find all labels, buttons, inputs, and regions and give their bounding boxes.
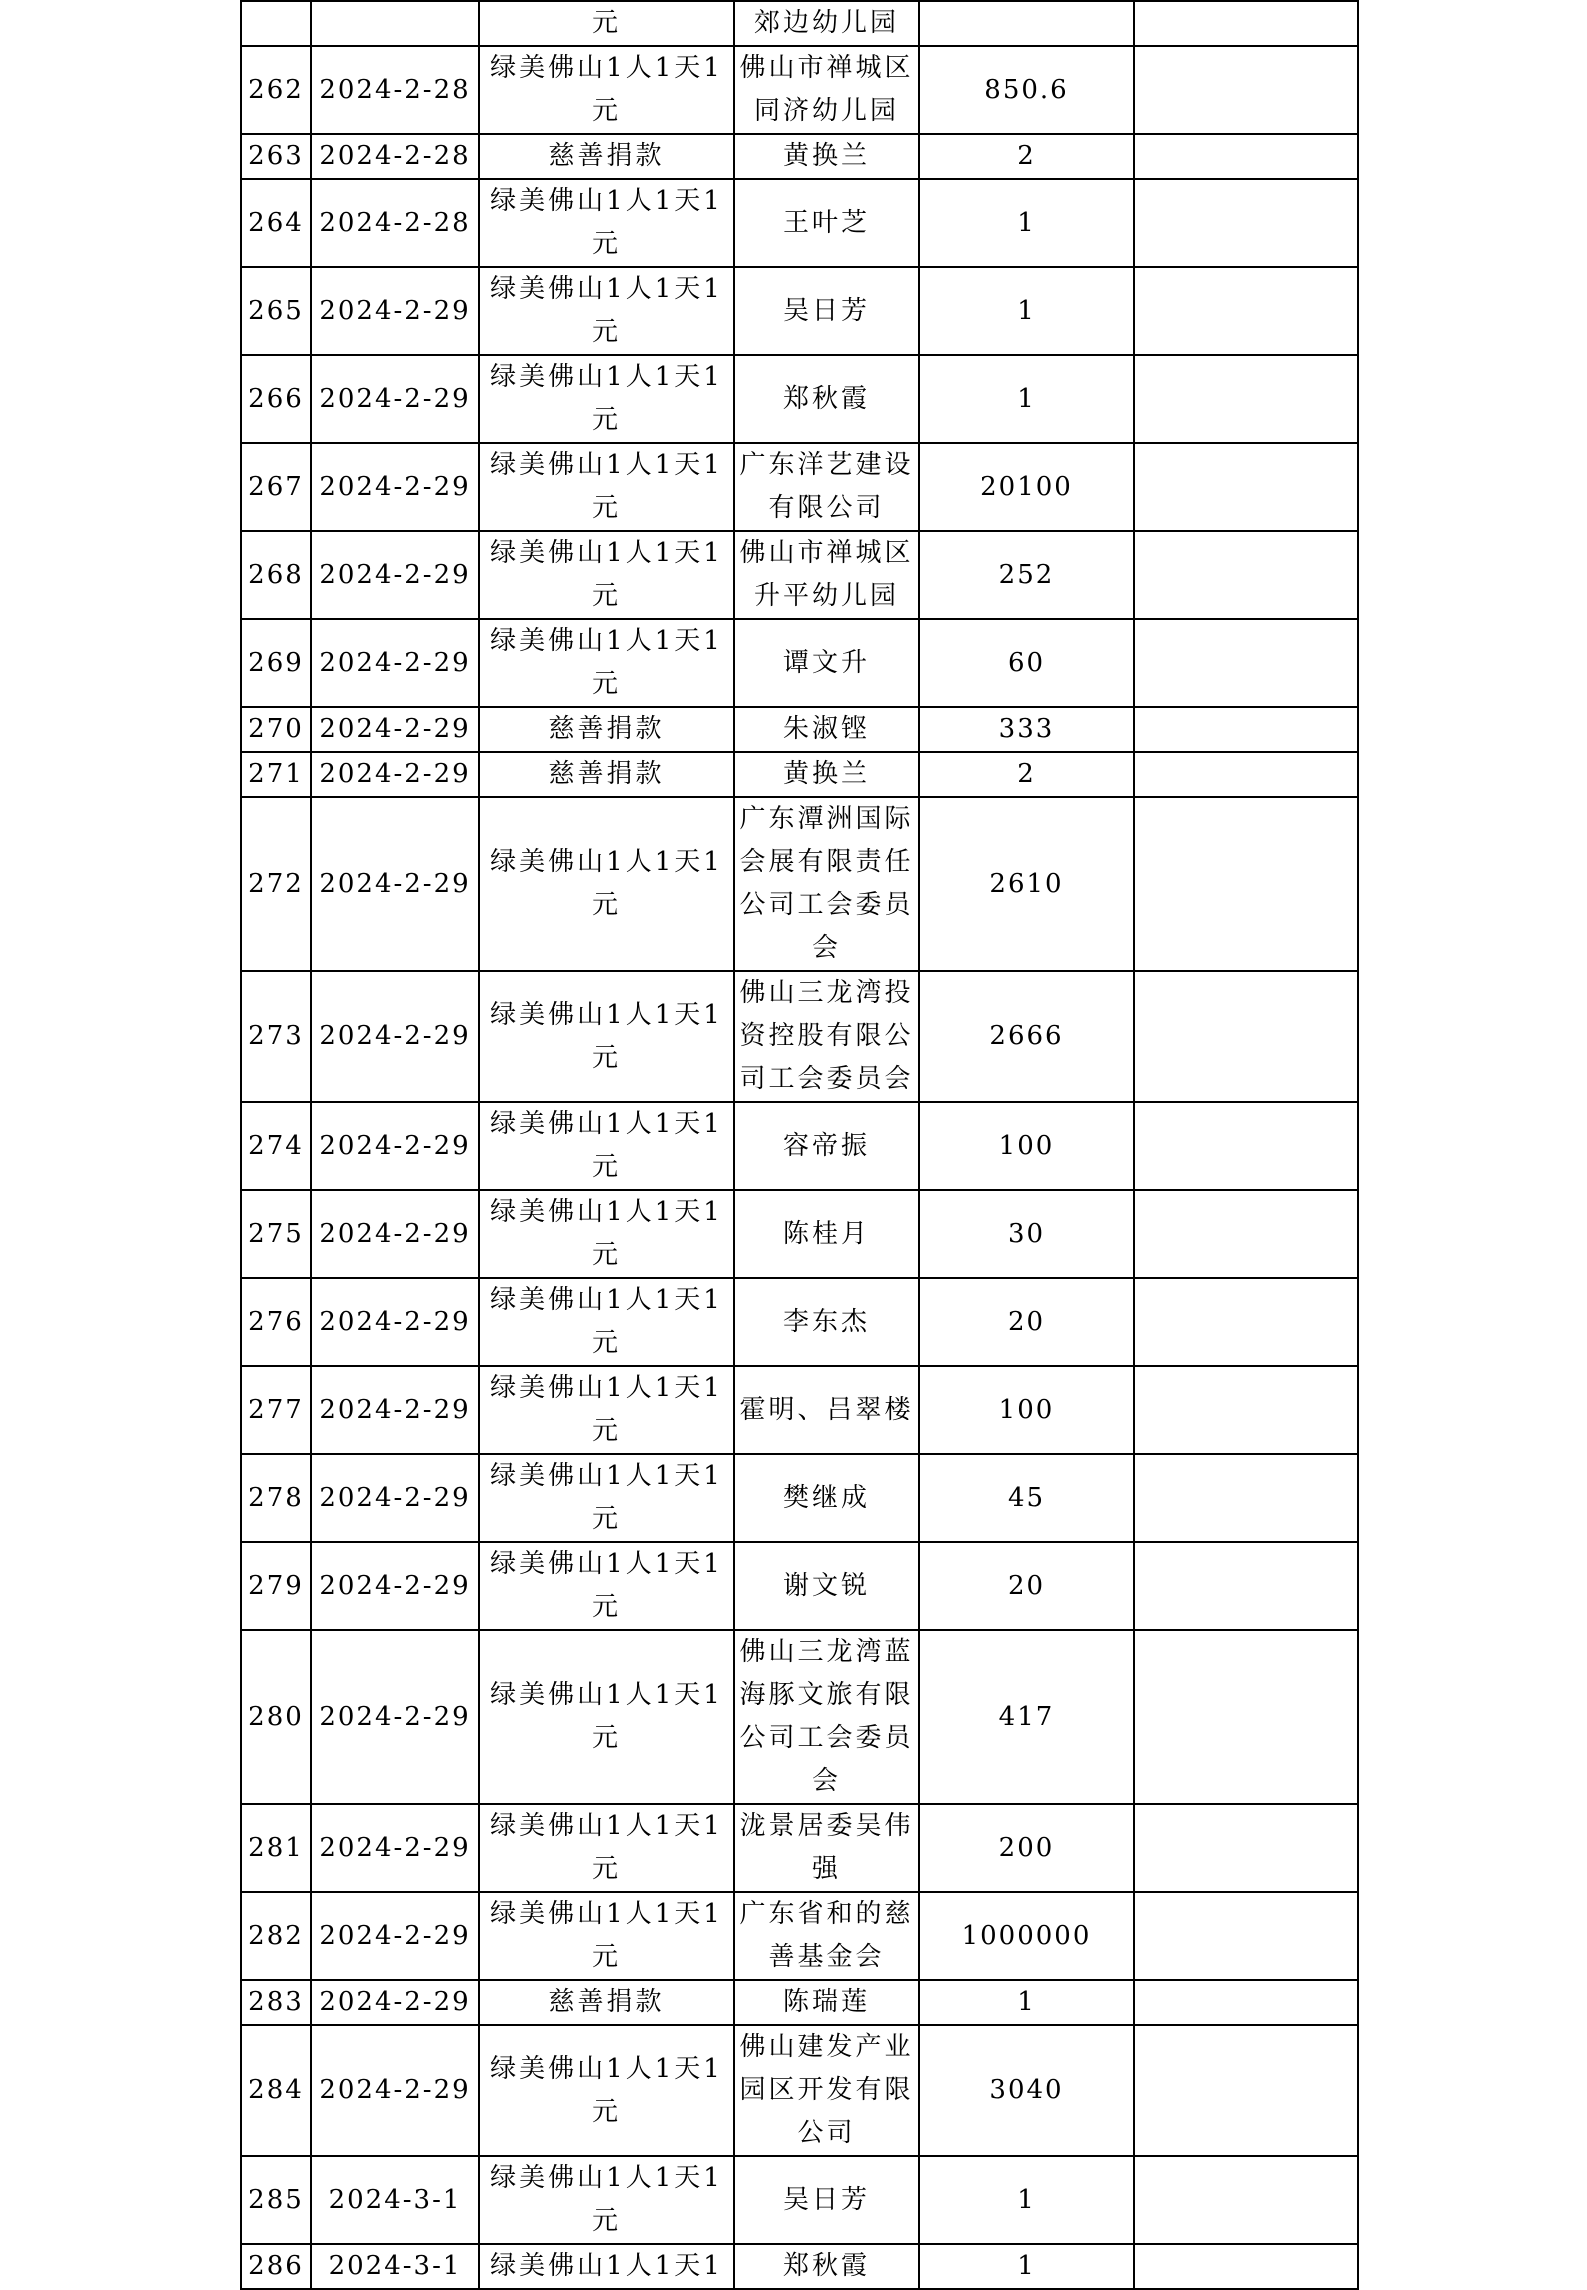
cell-donor: 吴日芳 xyxy=(734,2156,919,2244)
table-row xyxy=(241,619,1358,707)
cell-date: 2024-2-29 xyxy=(311,1630,479,1804)
cell-project: 绿美佛山1人1天1元 xyxy=(479,1630,734,1804)
cell-no: 278 xyxy=(241,1454,311,1542)
cell-donor: 谭文升 xyxy=(734,619,919,707)
cell-donor: 佛山三龙湾投资控股有限公司工会委员会 xyxy=(734,971,919,1102)
cell-no: 264 xyxy=(241,179,311,267)
table-row xyxy=(241,1366,1358,1454)
cell-date: 2024-2-29 xyxy=(311,971,479,1102)
cell-amount: 1 xyxy=(919,1980,1134,2025)
cell-date: 2024-2-29 xyxy=(311,1892,479,1980)
cell-donor: 郊边幼儿园 xyxy=(734,1,919,46)
table-row xyxy=(241,1892,1358,1980)
cell-date: 2024-2-29 xyxy=(311,1102,479,1190)
cell-project: 慈善捐款 xyxy=(479,707,734,752)
cell-donor: 黄换兰 xyxy=(734,752,919,797)
cell-no: 266 xyxy=(241,355,311,443)
cell-project: 绿美佛山1人1天1元 xyxy=(479,531,734,619)
cell-note xyxy=(1134,2244,1358,2289)
cell-note xyxy=(1134,1,1358,46)
cell-project: 绿美佛山1人1天1元 xyxy=(479,1366,734,1454)
cell-no: 262 xyxy=(241,46,311,134)
cell-no: 277 xyxy=(241,1366,311,1454)
cell-note xyxy=(1134,1454,1358,1542)
table-row xyxy=(241,707,1358,752)
cell-no xyxy=(241,1,311,46)
cell-donor: 王叶芝 xyxy=(734,179,919,267)
cell-no: 275 xyxy=(241,1190,311,1278)
cell-date: 2024-2-29 xyxy=(311,707,479,752)
cell-amount: 3040 xyxy=(919,2025,1134,2156)
cell-date: 2024-2-29 xyxy=(311,797,479,971)
cell-no: 284 xyxy=(241,2025,311,2156)
cell-date: 2024-2-28 xyxy=(311,134,479,179)
cell-amount: 2610 xyxy=(919,797,1134,971)
cell-donor: 广东潭洲国际会展有限责任公司工会委员会 xyxy=(734,797,919,971)
cell-donor: 郑秋霞 xyxy=(734,355,919,443)
cell-project: 绿美佛山1人1天1元 xyxy=(479,1102,734,1190)
cell-project: 绿美佛山1人1天1元 xyxy=(479,619,734,707)
cell-date: 2024-2-29 xyxy=(311,443,479,531)
cell-no: 270 xyxy=(241,707,311,752)
table-row xyxy=(241,267,1358,355)
cell-no: 271 xyxy=(241,752,311,797)
cell-donor: 朱淑铿 xyxy=(734,707,919,752)
donation-table xyxy=(240,0,1359,2290)
cell-amount: 30 xyxy=(919,1190,1134,1278)
cell-amount xyxy=(919,1,1134,46)
cell-note xyxy=(1134,1630,1358,1804)
cell-no: 276 xyxy=(241,1278,311,1366)
cell-date xyxy=(311,1,479,46)
cell-note xyxy=(1134,1366,1358,1454)
table-row xyxy=(241,1,1358,46)
cell-donor: 霍明、吕翠楼 xyxy=(734,1366,919,1454)
cell-amount: 1000000 xyxy=(919,1892,1134,1980)
table-row xyxy=(241,1102,1358,1190)
cell-amount: 200 xyxy=(919,1804,1134,1892)
table-row xyxy=(241,797,1358,971)
cell-project: 慈善捐款 xyxy=(479,1980,734,2025)
cell-amount: 1 xyxy=(919,2244,1134,2289)
donation-table-body xyxy=(241,1,1358,2289)
cell-donor: 广东洋艺建设有限公司 xyxy=(734,443,919,531)
cell-date: 2024-2-29 xyxy=(311,267,479,355)
cell-note xyxy=(1134,46,1358,134)
cell-donor: 佛山市禅城区升平幼儿园 xyxy=(734,531,919,619)
cell-amount: 2 xyxy=(919,134,1134,179)
cell-project: 绿美佛山1人1天1元 xyxy=(479,1542,734,1630)
cell-date: 2024-2-29 xyxy=(311,355,479,443)
cell-amount: 252 xyxy=(919,531,1134,619)
cell-note xyxy=(1134,707,1358,752)
cell-note xyxy=(1134,134,1358,179)
cell-amount: 20 xyxy=(919,1542,1134,1630)
cell-note xyxy=(1134,531,1358,619)
cell-note xyxy=(1134,1892,1358,1980)
cell-date: 2024-2-29 xyxy=(311,1542,479,1630)
table-row xyxy=(241,531,1358,619)
cell-date: 2024-2-29 xyxy=(311,1278,479,1366)
table-row xyxy=(241,1804,1358,1892)
cell-donor: 佛山三龙湾蓝海豚文旅有限公司工会委员会 xyxy=(734,1630,919,1804)
cell-project: 绿美佛山1人1天1元 xyxy=(479,1454,734,1542)
cell-donor: 吴日芳 xyxy=(734,267,919,355)
cell-project: 绿美佛山1人1天1元 xyxy=(479,1892,734,1980)
cell-amount: 1 xyxy=(919,355,1134,443)
cell-project: 绿美佛山1人1天1元 xyxy=(479,1804,734,1892)
cell-note xyxy=(1134,971,1358,1102)
cell-project: 绿美佛山1人1天1元 xyxy=(479,443,734,531)
table-row xyxy=(241,443,1358,531)
cell-project: 绿美佛山1人1天1元 xyxy=(479,797,734,971)
cell-no: 269 xyxy=(241,619,311,707)
cell-date: 2024-2-29 xyxy=(311,619,479,707)
cell-note xyxy=(1134,1102,1358,1190)
cell-no: 280 xyxy=(241,1630,311,1804)
cell-project: 绿美佛山1人1天1元 xyxy=(479,267,734,355)
cell-note xyxy=(1134,797,1358,971)
cell-date: 2024-2-29 xyxy=(311,1366,479,1454)
cell-no: 283 xyxy=(241,1980,311,2025)
cell-amount: 45 xyxy=(919,1454,1134,1542)
cell-no: 265 xyxy=(241,267,311,355)
cell-no: 267 xyxy=(241,443,311,531)
table-row xyxy=(241,2244,1358,2289)
cell-note xyxy=(1134,1804,1358,1892)
cell-amount: 2666 xyxy=(919,971,1134,1102)
cell-date: 2024-2-29 xyxy=(311,1190,479,1278)
cell-note xyxy=(1134,2156,1358,2244)
table-row xyxy=(241,1190,1358,1278)
cell-donor: 黄换兰 xyxy=(734,134,919,179)
cell-note xyxy=(1134,752,1358,797)
cell-no: 268 xyxy=(241,531,311,619)
cell-note xyxy=(1134,1980,1358,2025)
cell-note xyxy=(1134,1542,1358,1630)
cell-no: 285 xyxy=(241,2156,311,2244)
cell-amount: 2 xyxy=(919,752,1134,797)
cell-donor: 陈瑞莲 xyxy=(734,1980,919,2025)
cell-amount: 333 xyxy=(919,707,1134,752)
cell-project: 绿美佛山1人1天1元 xyxy=(479,971,734,1102)
cell-no: 273 xyxy=(241,971,311,1102)
cell-donor: 广东省和的慈善基金会 xyxy=(734,1892,919,1980)
table-row xyxy=(241,1542,1358,1630)
cell-project: 绿美佛山1人1天1 xyxy=(479,2244,734,2289)
cell-amount: 60 xyxy=(919,619,1134,707)
cell-date: 2024-2-29 xyxy=(311,2025,479,2156)
table-row xyxy=(241,134,1358,179)
cell-amount: 1 xyxy=(919,179,1134,267)
cell-amount: 100 xyxy=(919,1102,1134,1190)
cell-project: 绿美佛山1人1天1元 xyxy=(479,2156,734,2244)
cell-date: 2024-2-29 xyxy=(311,1804,479,1892)
cell-no: 281 xyxy=(241,1804,311,1892)
cell-donor: 容帝振 xyxy=(734,1102,919,1190)
cell-donor: 谢文锐 xyxy=(734,1542,919,1630)
cell-amount: 850.6 xyxy=(919,46,1134,134)
cell-donor: 李东杰 xyxy=(734,1278,919,1366)
table-row xyxy=(241,2156,1358,2244)
cell-date: 2024-2-28 xyxy=(311,179,479,267)
cell-no: 279 xyxy=(241,1542,311,1630)
cell-date: 2024-2-29 xyxy=(311,1454,479,1542)
cell-amount: 417 xyxy=(919,1630,1134,1804)
table-row xyxy=(241,179,1358,267)
cell-project: 绿美佛山1人1天1元 xyxy=(479,46,734,134)
cell-date: 2024-3-1 xyxy=(311,2244,479,2289)
cell-amount: 1 xyxy=(919,2156,1134,2244)
cell-amount: 1 xyxy=(919,267,1134,355)
cell-project: 绿美佛山1人1天1元 xyxy=(479,2025,734,2156)
cell-donor: 樊继成 xyxy=(734,1454,919,1542)
cell-project: 慈善捐款 xyxy=(479,134,734,179)
cell-note xyxy=(1134,2025,1358,2156)
cell-project: 绿美佛山1人1天1元 xyxy=(479,355,734,443)
cell-amount: 20 xyxy=(919,1278,1134,1366)
cell-no: 282 xyxy=(241,1892,311,1980)
cell-date: 2024-2-29 xyxy=(311,531,479,619)
cell-donor: 陈桂月 xyxy=(734,1190,919,1278)
cell-note xyxy=(1134,267,1358,355)
table-row xyxy=(241,1278,1358,1366)
cell-date: 2024-2-29 xyxy=(311,752,479,797)
table-row xyxy=(241,1980,1358,2025)
cell-date: 2024-3-1 xyxy=(311,2156,479,2244)
table-row xyxy=(241,355,1358,443)
table-row xyxy=(241,1630,1358,1804)
table-row xyxy=(241,971,1358,1102)
cell-note xyxy=(1134,443,1358,531)
table-row xyxy=(241,2025,1358,2156)
cell-project: 绿美佛山1人1天1元 xyxy=(479,1278,734,1366)
cell-donor: 泷景居委吴伟强 xyxy=(734,1804,919,1892)
cell-note xyxy=(1134,1190,1358,1278)
cell-donor: 佛山市禅城区同济幼儿园 xyxy=(734,46,919,134)
cell-note xyxy=(1134,355,1358,443)
cell-note xyxy=(1134,619,1358,707)
cell-no: 263 xyxy=(241,134,311,179)
cell-donor: 佛山建发产业园区开发有限公司 xyxy=(734,2025,919,2156)
table-row xyxy=(241,752,1358,797)
cell-amount: 20100 xyxy=(919,443,1134,531)
cell-date: 2024-2-29 xyxy=(311,1980,479,2025)
cell-donor: 郑秋霞 xyxy=(734,2244,919,2289)
cell-project: 元 xyxy=(479,1,734,46)
cell-amount: 100 xyxy=(919,1366,1134,1454)
table-row xyxy=(241,1454,1358,1542)
cell-no: 286 xyxy=(241,2244,311,2289)
cell-project: 绿美佛山1人1天1元 xyxy=(479,179,734,267)
cell-note xyxy=(1134,179,1358,267)
cell-project: 慈善捐款 xyxy=(479,752,734,797)
cell-note xyxy=(1134,1278,1358,1366)
table-row xyxy=(241,46,1358,134)
cell-date: 2024-2-28 xyxy=(311,46,479,134)
cell-no: 272 xyxy=(241,797,311,971)
cell-no: 274 xyxy=(241,1102,311,1190)
cell-project: 绿美佛山1人1天1元 xyxy=(479,1190,734,1278)
